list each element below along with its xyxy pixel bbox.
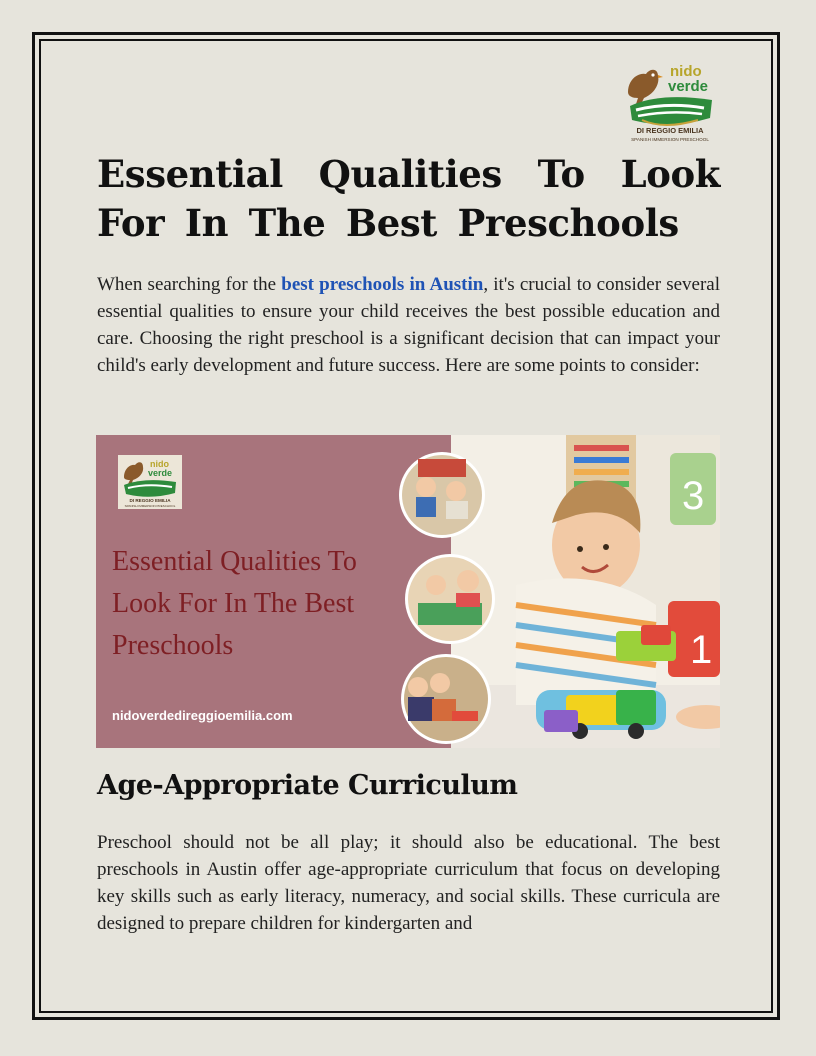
logo-wordmark-2: verde — [668, 78, 709, 95]
best-preschools-link[interactable]: best preschools in Austin — [281, 274, 484, 295]
banner-website-url: nidoverdedireggioemilia.com — [112, 708, 293, 723]
nido-verde-logo — [620, 58, 720, 144]
svg-text:SPANISH IMMERSION PRESCHOOL: SPANISH IMMERSION PRESCHOOL — [124, 504, 176, 508]
intro-text-before: When searching for the — [97, 274, 282, 295]
intro-text-after: , it's crucial to consider several essential qualities to ensure your child receives the best possible education and care. Choosing the right preschool is a significant decision that can impact your child's early development and future success. Here are some points to consider: — [97, 274, 720, 376]
banner-logo — [118, 455, 182, 509]
logo-tagline: SPANISH IMMERSION PRESCHOOL — [631, 137, 709, 142]
svg-text:DI REGGIO EMILIA: DI REGGIO EMILIA — [129, 498, 171, 503]
banner-title: Essential Qualities To Look For In The Best Preschools — [112, 546, 357, 661]
svg-text:nido: nido — [150, 459, 169, 469]
section-heading: Age-Appropriate Curriculum — [97, 770, 518, 801]
section-body-paragraph: Preschool should not be all play; it should also be educational. The best preschools in Austin offer age-appropriate curriculum that focus on developing key skills such as early literacy, numeracy, and social skills. These curricula are designed to prepare children for kindergarten and — [97, 832, 720, 934]
page-title: Essential Qualities To Look For In The Best Preschools — [97, 152, 720, 245]
svg-text:verde: verde — [148, 468, 173, 478]
logo-wordmark-1: nido — [670, 63, 702, 80]
svg-text:3: 3 — [682, 474, 705, 518]
svg-text:1: 1 — [690, 628, 713, 672]
logo-subtitle: DI REGGIO EMILIA — [636, 126, 704, 135]
article-banner-image — [96, 435, 720, 748]
intro-paragraph — [97, 271, 720, 379]
